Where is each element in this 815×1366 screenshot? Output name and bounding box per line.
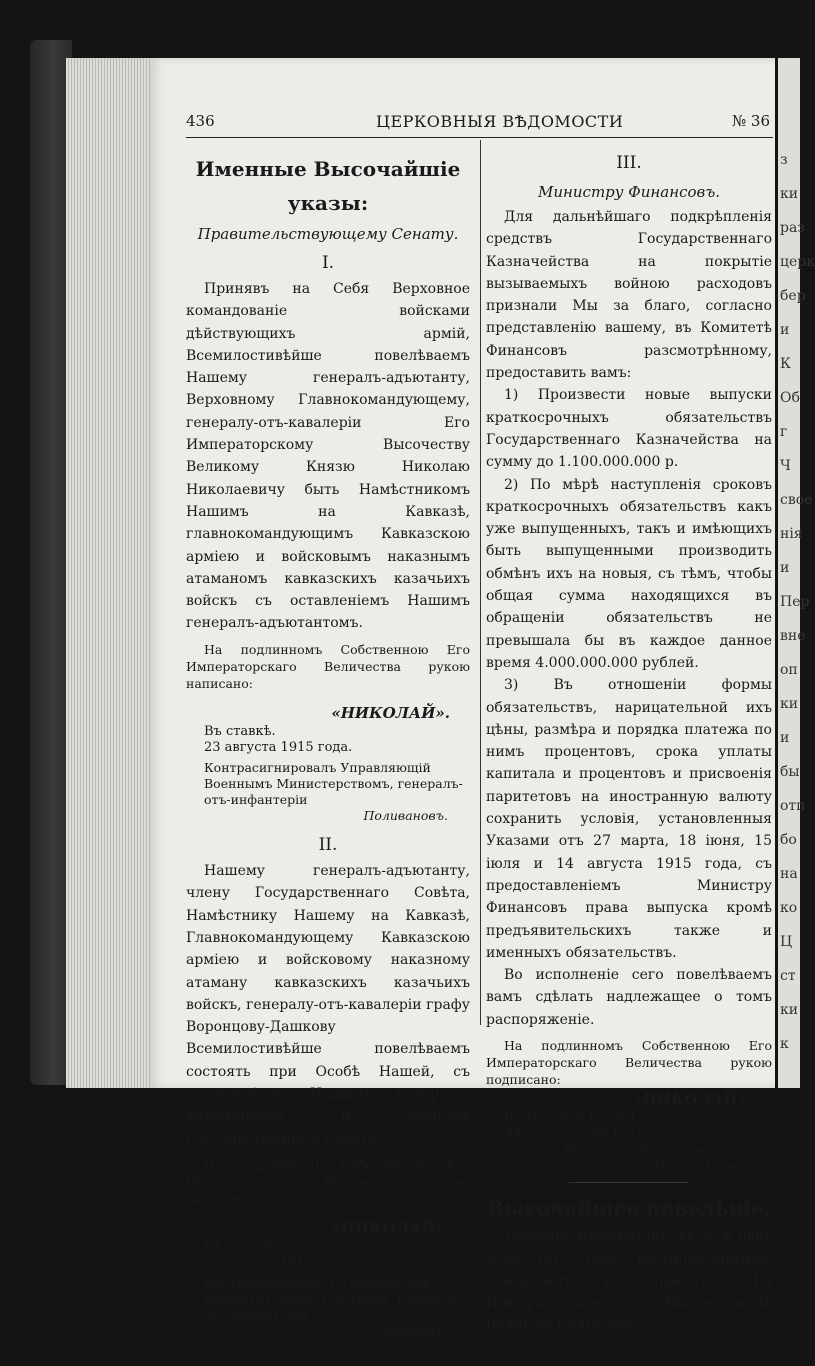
next-page-fragment: Пер: [780, 594, 810, 610]
journal-title: ЦЕРКОВНЫЯ ВѢДОМОСТИ: [376, 112, 624, 131]
next-page-fragment: отп: [780, 798, 806, 814]
page-edges: [66, 58, 161, 1088]
next-page-fragment: на: [780, 866, 798, 882]
page-number: 436: [186, 112, 215, 130]
section-title: Именные Высочайшіе указы:: [195, 157, 461, 215]
decree-execution: Во исполненіе сего повелѣваемъ вамъ сдѣлать надлежащее о томъ распоряженіе.: [486, 967, 772, 1028]
addressee: Правительствующему Сенату.: [197, 225, 459, 243]
next-page-fragment: церк: [780, 254, 815, 270]
decree-text: Нашему генералъ-адъютанту, члену Государственнаго Совѣта, Намѣстнику Нашему на Кавказѣ, Главнокомандующему Кавказскою арміею и войсковому наказному атаману кавказскихъ казачьихъ войскъ, генералу-отъ-кавалеріи графу Воронцову-Дашкову Всемилостивѣйше повелѣваемъ состоять при Особѣ Нашей, съ оставленіемъ Нашимъ генералъ-адъютантомъ и членомъ Государственнаго Совѣта.: [186, 863, 470, 1147]
next-page-fragment: ст: [780, 968, 796, 984]
date: Августа 26 дня 1915 г.: [504, 1126, 660, 1142]
next-page-fragment: нія: [780, 526, 803, 542]
left-column: [186, 152, 470, 1366]
next-page-fragment: ко: [780, 900, 798, 916]
next-page-fragment: бо: [780, 832, 797, 848]
column-divider: [480, 140, 481, 1025]
next-page-fragment: и: [780, 560, 790, 576]
place: Въ ставкѣ.: [204, 724, 276, 740]
decree-point-3: 3) Въ отношеніи формы обязательствъ, нарицательной ихъ цѣны, размѣра и порядка платежа по нимъ процентовъ, срока уплаты капитала и процентовъ и присвоенія паритетовъ на иностранную валюту сохранить условія, установленныя Указами отъ 27 марта, 18 іюня, 15 іюля и 14 августа 1915 года, съ предоставленіемъ Министру Финансовъ права выпуска кромѣ предъявительскихъ также и именныхъ обязательствъ.: [486, 677, 772, 961]
decree-number: III.: [616, 153, 642, 173]
section-rule: [569, 1182, 689, 1183]
original-note: На подлинномъ Собственною Его Императорскаго Величества рукою написано:: [186, 641, 470, 691]
command-text: Государь Императоръ, въ 30-й день іюля 1915 года, Всемилостивѣйше соизволилъ на принятіе Ея Императорскимъ Высочествомъ Великою Княгинею: [486, 1228, 772, 1334]
next-page-fragment: вне: [780, 628, 806, 644]
signature: «НИКОЛАЙ».: [633, 1089, 752, 1108]
section-title: Высочайшее повелѣніе.: [487, 1196, 771, 1221]
date: 23 августа 1915 года.: [204, 740, 353, 756]
decree-number: II.: [318, 835, 338, 856]
signature: «НИКОЛАЙ».: [331, 703, 450, 722]
decree-point-2: 2) По мѣрѣ наступленія сроковъ краткосрочныхъ обязательствъ какъ уже выпущенныхъ, такъ и имѣющихъ быть выпущенными производить обмѣнъ ихъ на новыя, съ тѣмъ, чтобы общая сумма находящихся въ обращеніи обязательствъ не превышала бы въ каждое данное время 4.000.000.000 рублей.: [486, 476, 772, 671]
countersign: Скрѣпилъ Министръ Финансовъ: [490, 1142, 712, 1158]
next-page-fragment: свое: [780, 492, 813, 508]
next-page-fragment: ки: [780, 696, 799, 712]
next-page-fragment: бы: [780, 764, 800, 780]
signature: «НИКОЛАЙ».: [331, 1218, 450, 1237]
original-note: На подлинномъ Собственною Его Императорскаго Величества рукою написано:: [186, 1156, 470, 1206]
next-page-fragment: з: [780, 152, 788, 168]
countersign: Контрасигнировалъ Управляющій Военнымъ Министерствомъ, генералъ-отъ-инфантеріи: [204, 760, 463, 808]
countersigner: Поливановъ.: [363, 1323, 448, 1339]
next-page-edge: [778, 58, 815, 1088]
next-page-fragment: оп: [780, 662, 798, 678]
place: Въ ставкѣ.: [204, 1239, 276, 1255]
right-column: [486, 148, 772, 1337]
next-page-fragment: и: [780, 322, 790, 338]
countersigner: Петръ Баркъ.: [655, 1158, 750, 1174]
issue-number: № 36: [731, 112, 770, 130]
original-note: На подлинномъ Собственною Его Императорскаго Величества рукою подписано:: [486, 1037, 772, 1087]
next-page-fragment: г: [780, 424, 788, 440]
next-page-fragment: Ч: [780, 458, 791, 474]
addressee: Министру Финансовъ.: [538, 183, 720, 201]
decree-number: I.: [321, 253, 335, 273]
next-page-fragment: Ц: [780, 934, 793, 950]
end-dash: —: [321, 1346, 335, 1363]
decree-text: Принявъ на Себя Верховное командованіе войсками дѣйствующихъ армій, Всемилостивѣйше повелѣваемъ Нашему генералъ-адъютанту, Верховному Главнокомандующему, генералу-отъ-кавалеріи Его Императорскому Высочеству Великому Князю Николаю Николаевичу быть Намѣстникомъ Нашимъ на Кавказѣ, главнокомандующимъ Кавказскою арміею и войсковымъ наказнымъ атаманомъ кавказскихъ казачьихъ войскъ съ оставленіемъ Нашимъ генералъ-адъютантомъ.: [186, 281, 470, 632]
decree-point-1: 1) Произвести новые выпуски краткосрочныхъ обязательствъ Государственнаго Казначейства на сумму до 1.100.000.000 р.: [486, 387, 772, 471]
next-page-fragment: ки: [780, 1002, 799, 1018]
next-page-fragment: К: [780, 356, 791, 372]
next-page-fragment: бер: [780, 288, 806, 304]
date: 23 августа 1915 года.: [204, 1255, 353, 1271]
next-page-fragment: и: [780, 730, 790, 746]
countersign: Контрасигнировалъ Управляющій Военнымъ Министерствомъ, генералъ-отъ-инфантеріи: [204, 1275, 463, 1323]
header-rule: [186, 137, 773, 138]
next-page-fragment: ки: [780, 186, 799, 202]
place: Въ Царской Ставкѣ.: [504, 1110, 642, 1126]
next-page-fragment: к: [780, 1036, 789, 1052]
next-page-fragment: раз: [780, 220, 805, 236]
countersigner: Поливановъ.: [363, 808, 448, 824]
next-page-fragment: Об: [780, 390, 800, 406]
decree-intro: Для дальнѣйшаго подкрѣпленія средствъ Государственнаго Казначейства на покрытіе вызываемыхъ войною расходовъ признали Мы за благо, согласно представленію вашему, въ Комитетѣ Финансовъ разсмотрѣнному, предоставить вамъ:: [486, 209, 772, 382]
running-header: [186, 110, 776, 134]
